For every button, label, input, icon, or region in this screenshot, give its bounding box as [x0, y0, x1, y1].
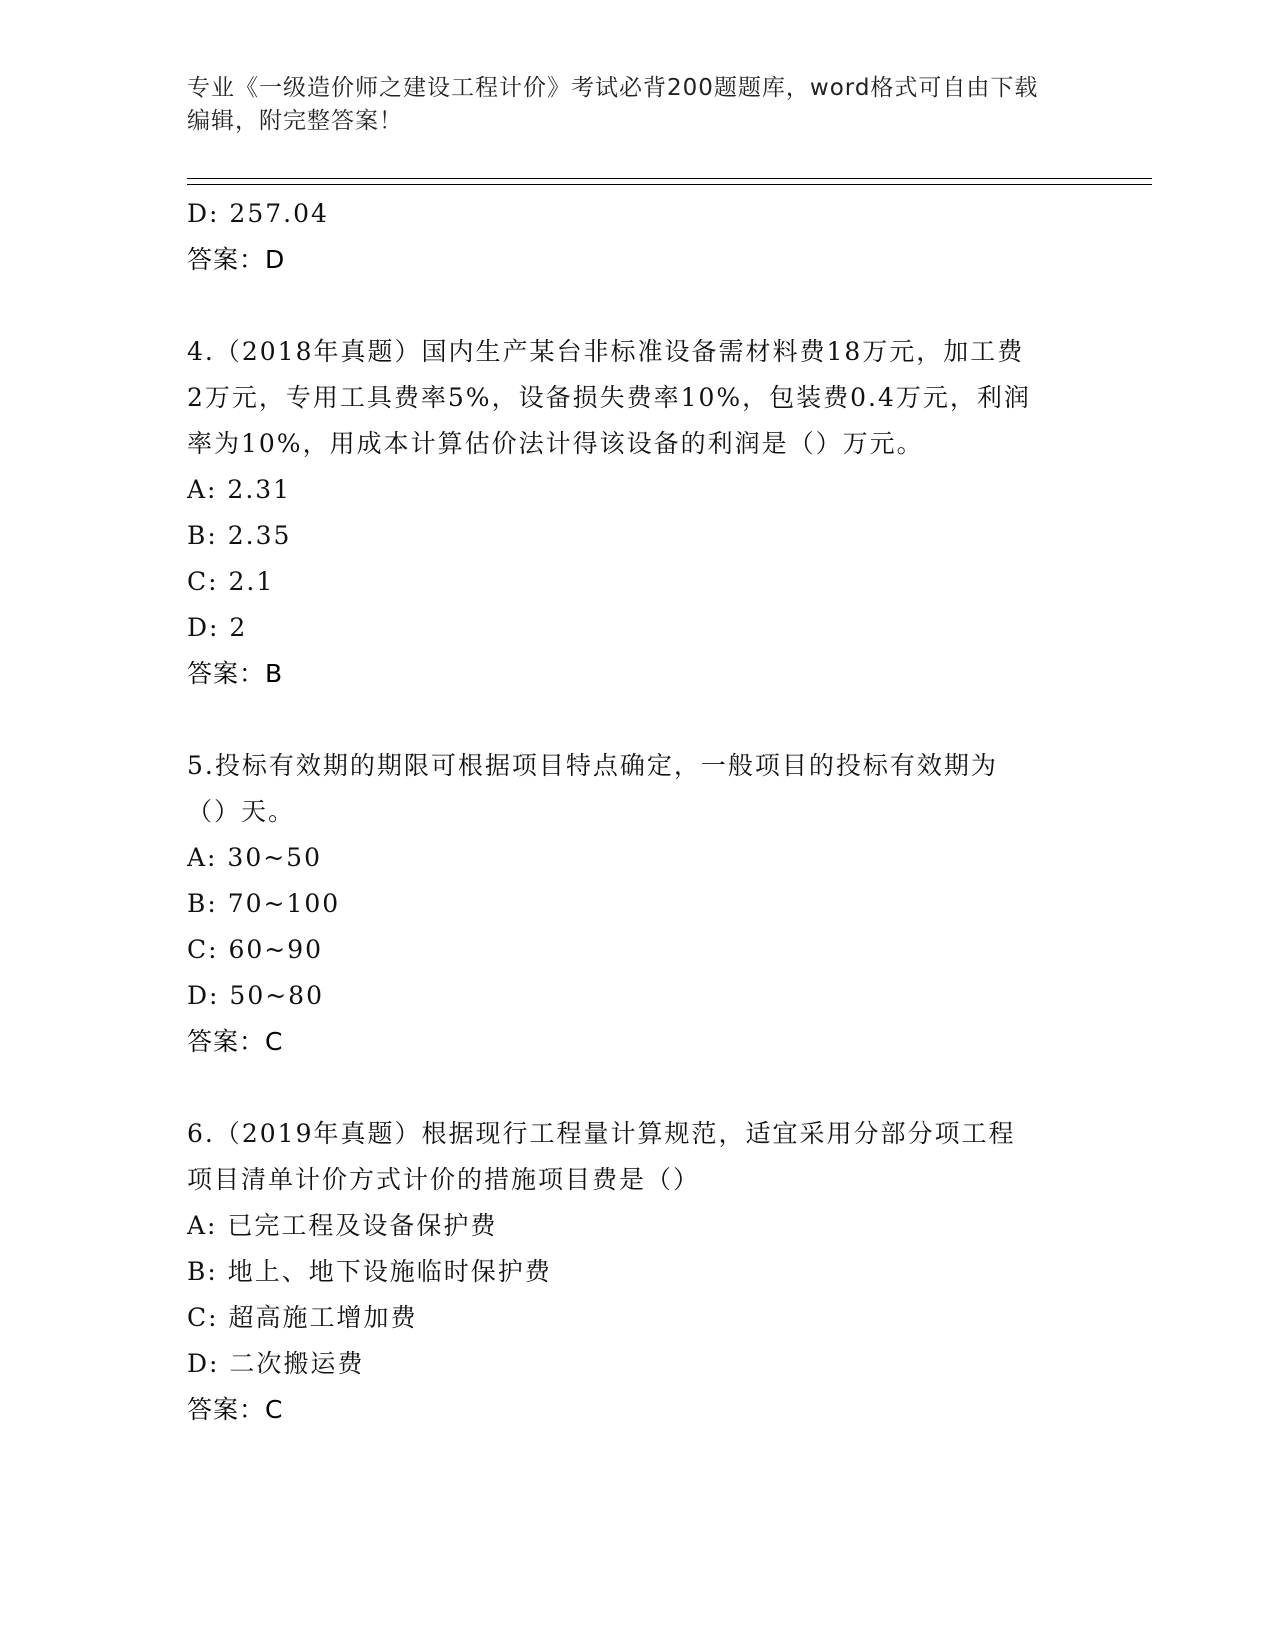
option-c: C: 60~90 — [187, 935, 324, 964]
option-d: D: 二次搬运费 — [187, 1349, 365, 1378]
question-5 — [187, 743, 1087, 1065]
question-6 — [187, 1111, 1087, 1433]
option-a: A: 已完工程及设备保护费 — [187, 1211, 498, 1240]
option-d: D: 2 — [187, 613, 248, 642]
question-stem — [187, 743, 1087, 835]
header-rule-top — [187, 178, 1152, 179]
stem-line: 2万元，专用工具费率5%，设备损失费率10%，包装费0.4万元，利润 — [187, 383, 1031, 412]
answer-line: 答案：C — [187, 1027, 284, 1056]
document-header — [187, 72, 1067, 138]
header-line-1: 专业《一级造价师之建设工程计价》考试必背200题题库，word格式可自由下载 — [187, 75, 1039, 101]
option-d: D: 257.04 — [187, 199, 329, 228]
previous-question-tail — [187, 191, 1087, 283]
question-list — [187, 191, 1087, 1433]
option-a: A: 30~50 — [187, 843, 322, 872]
option-c: C: 2.1 — [187, 567, 275, 596]
stem-line: 项目清单计价方式计价的措施项目费是（） — [187, 1165, 701, 1194]
option-c: C: 超高施工增加费 — [187, 1303, 418, 1332]
option-b: B: 地上、地下设施临时保护费 — [187, 1257, 552, 1286]
answer-line: 答案：C — [187, 1395, 284, 1424]
question-4 — [187, 329, 1087, 697]
answer-line: 答案：B — [187, 659, 284, 688]
stem-line: 4.（2018年真题）国内生产某台非标准设备需材料费18万元，加工费 — [187, 337, 1025, 366]
header-rule-bottom — [187, 184, 1152, 185]
question-stem — [187, 329, 1087, 467]
option-b: B: 70~100 — [187, 889, 341, 918]
stem-line: 6.（2019年真题）根据现行工程量计算规范，适宜采用分部分项工程 — [187, 1119, 1016, 1148]
question-stem — [187, 1111, 1087, 1203]
stem-line: （）天。 — [187, 797, 296, 826]
answer-line: 答案：D — [187, 245, 286, 274]
header-line-2: 编辑，附完整答案！ — [187, 108, 403, 134]
stem-line: 5.投标有效期的期限可根据项目特点确定，一般项目的投标有效期为 — [187, 751, 998, 780]
stem-line: 率为10%，用成本计算估价法计得该设备的利润是（）万元。 — [187, 429, 924, 458]
option-b: B: 2.35 — [187, 521, 292, 550]
option-a: A: 2.31 — [187, 475, 292, 504]
option-d: D: 50~80 — [187, 981, 324, 1010]
